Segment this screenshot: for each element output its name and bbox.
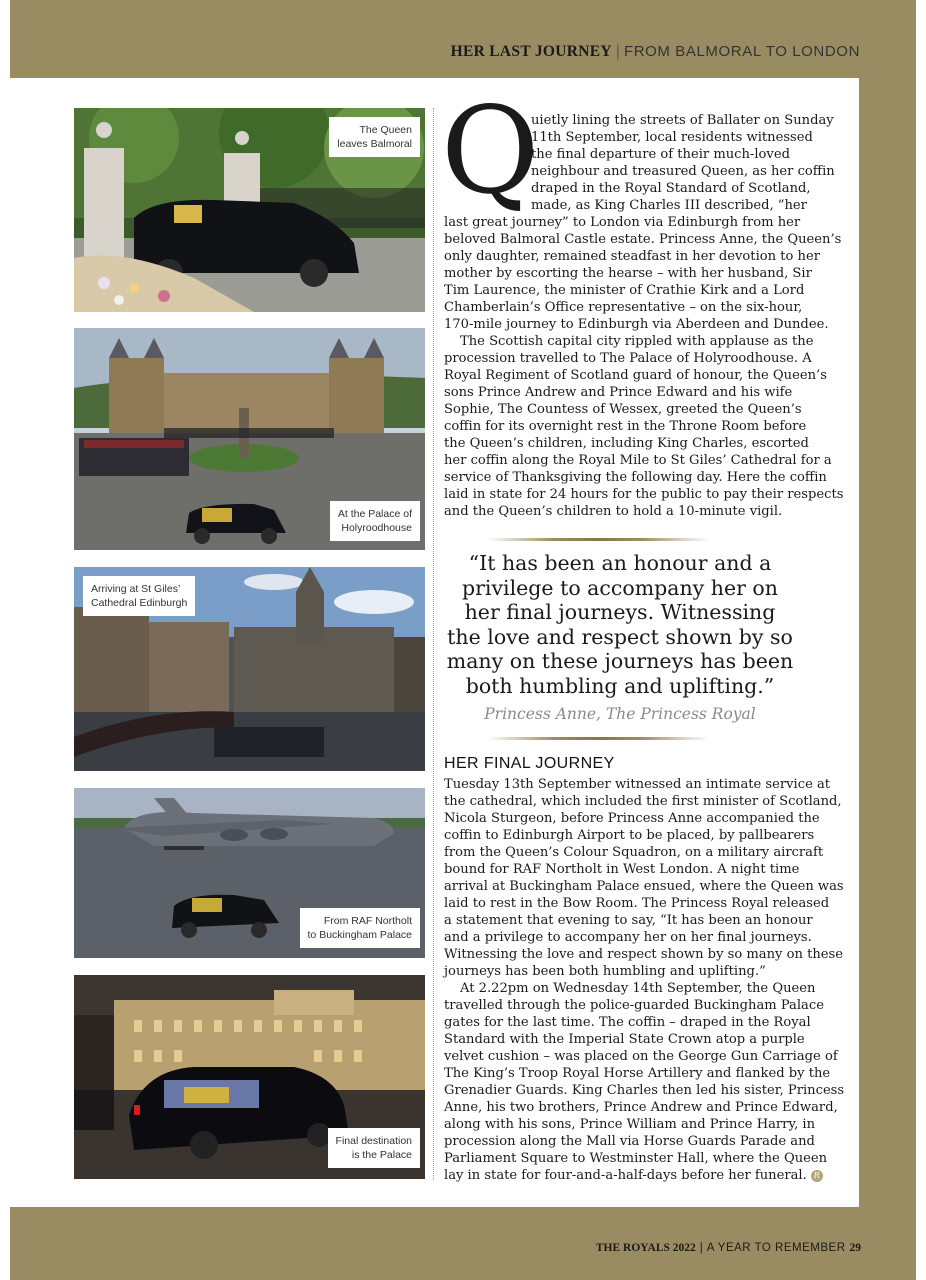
header-section: HER LAST JOURNEY — [450, 43, 612, 60]
article-final-journey: Tuesday 13th September witnessed an intimate service at the cathedral, which included the first minister of Scotland, Nicola Sturgeon, before Princess Anne accompanied the coffin to Edinburgh Airport to be placed, by pallbearers from the Queen’s Colour Squadron, on a military aircraft bound for RAF Northolt in West London. A night time arrival at Buckingham Palace ensued, where the Queen was laid to rest in the Bow Room. The Princess Royal released a statement that evening to say, “It has been an honour and a privilege to accompany her on her final journeys. Witnessing the love and respect shown by so many on these journeys has been both humbling and uplifting.” At 2.22pm on Wednesday 14th September, the Queen travelled through the police-guarded Buckingham Palace gates for the last time. The coffin – draped in the Royal Standard with the Imperial State Crown atop a purple velvet cushion – was placed on the George Gun Carriage of The King’s Troop Royal Horse Artillery and flanked by the Grenadier Guards. King Charles then led his sister, Princess Anne, his two brothers, Prince Andrew and Prince Edward, along with his sons, Prince William and Prince Harry, in procession along the Mall via Horse Guards Parade and Parliament Square to Westminster Hall, where the Queen lay in state for four-and-a-half-days before her funeral. R — [444, 777, 845, 1183]
photo-caption: From RAF Northolt to Buckingham Palace — [300, 908, 420, 948]
footer-subtitle: A YEAR TO REMEMBER — [706, 1242, 846, 1254]
pull-quote-rule-bottom — [487, 737, 709, 740]
pull-quote-attribution: Princess Anne, The Princess Royal — [484, 705, 756, 723]
column-divider — [433, 108, 434, 1180]
pull-quote: “It has been an honour and a privilege to accompany her on her final journeys. Witnessing the love and respect shown by so many on these journeys has been both humbling and uplifting.” — [446, 551, 794, 698]
side-band — [859, 0, 916, 1207]
photo-caption: Final destination is the Palace — [328, 1128, 420, 1168]
photo-raf-northolt — [74, 788, 425, 958]
header-band — [10, 0, 916, 78]
photo-caption: The Queen leaves Balmoral — [329, 117, 420, 157]
photo-balmoral — [74, 108, 425, 312]
photo-holyroodhouse — [74, 328, 425, 550]
header-title: FROM BALMORAL TO LONDON — [623, 43, 860, 60]
section-heading: HER FINAL JOURNEY — [444, 755, 615, 772]
page-number: 29 — [849, 1242, 861, 1254]
article-intro: uietly lining the streets of Ballater on Sunday 11th September, local residents witnessed the final departure of their much-loved neighbour and treasured Queen, as her coffin draped in the Royal Standard of Scotland, made, as King Charles III described, “her last great journey” to London via Edinburgh from her beloved Balmoral Castle estate. Princess Anne, the Queen’s only daughter, remained steadfast in her devotion to her mother by escorting the hearse – with her husband, Sir Tim Laurence, the minister of Crathie Kirk and a Lord Chamberlain’s Office representative – on the six-hour, 170-mile journey to Edinburgh via Aberdeen and Dundee. The Scottish capital city rippled with applause as the procession travelled to The Palace of Holyroodhouse. A Royal Regiment of Scotland guard of honour, the Queen’s sons Prince Andrew and Prince Edward and his wife Sophie, The Countess of Wessex, greeted the Queen’s coffin for its overnight rest in the Throne Room before the Queen’s children, including King Charles, escorted her coffin along the Royal Mile to St Giles’ Cathedral for a service of Thanksgiving the following day. Here the coffin laid in state for 24 hours for the public to pay their respects and the Queen’s children to hold a 10-minute vigil. — [444, 113, 844, 519]
photo-caption: At the Palace of Holyroodhouse — [330, 501, 420, 541]
end-mark-icon: R — [811, 1170, 823, 1182]
running-header: HER LAST JOURNEY | FROM BALMORAL TO LONDON — [450, 43, 860, 60]
running-footer: THE ROYALS 2022 | A YEAR TO REMEMBER 29 — [595, 1242, 861, 1254]
photo-caption: Arriving at St Giles’ Cathedral Edinburgh — [83, 576, 195, 616]
photo-buckingham-palace — [74, 975, 425, 1179]
footer-publication: THE ROYALS 2022 — [595, 1242, 696, 1254]
photo-st-giles — [74, 567, 425, 771]
drop-cap: Q — [441, 82, 540, 221]
pull-quote-rule-top — [487, 538, 709, 541]
